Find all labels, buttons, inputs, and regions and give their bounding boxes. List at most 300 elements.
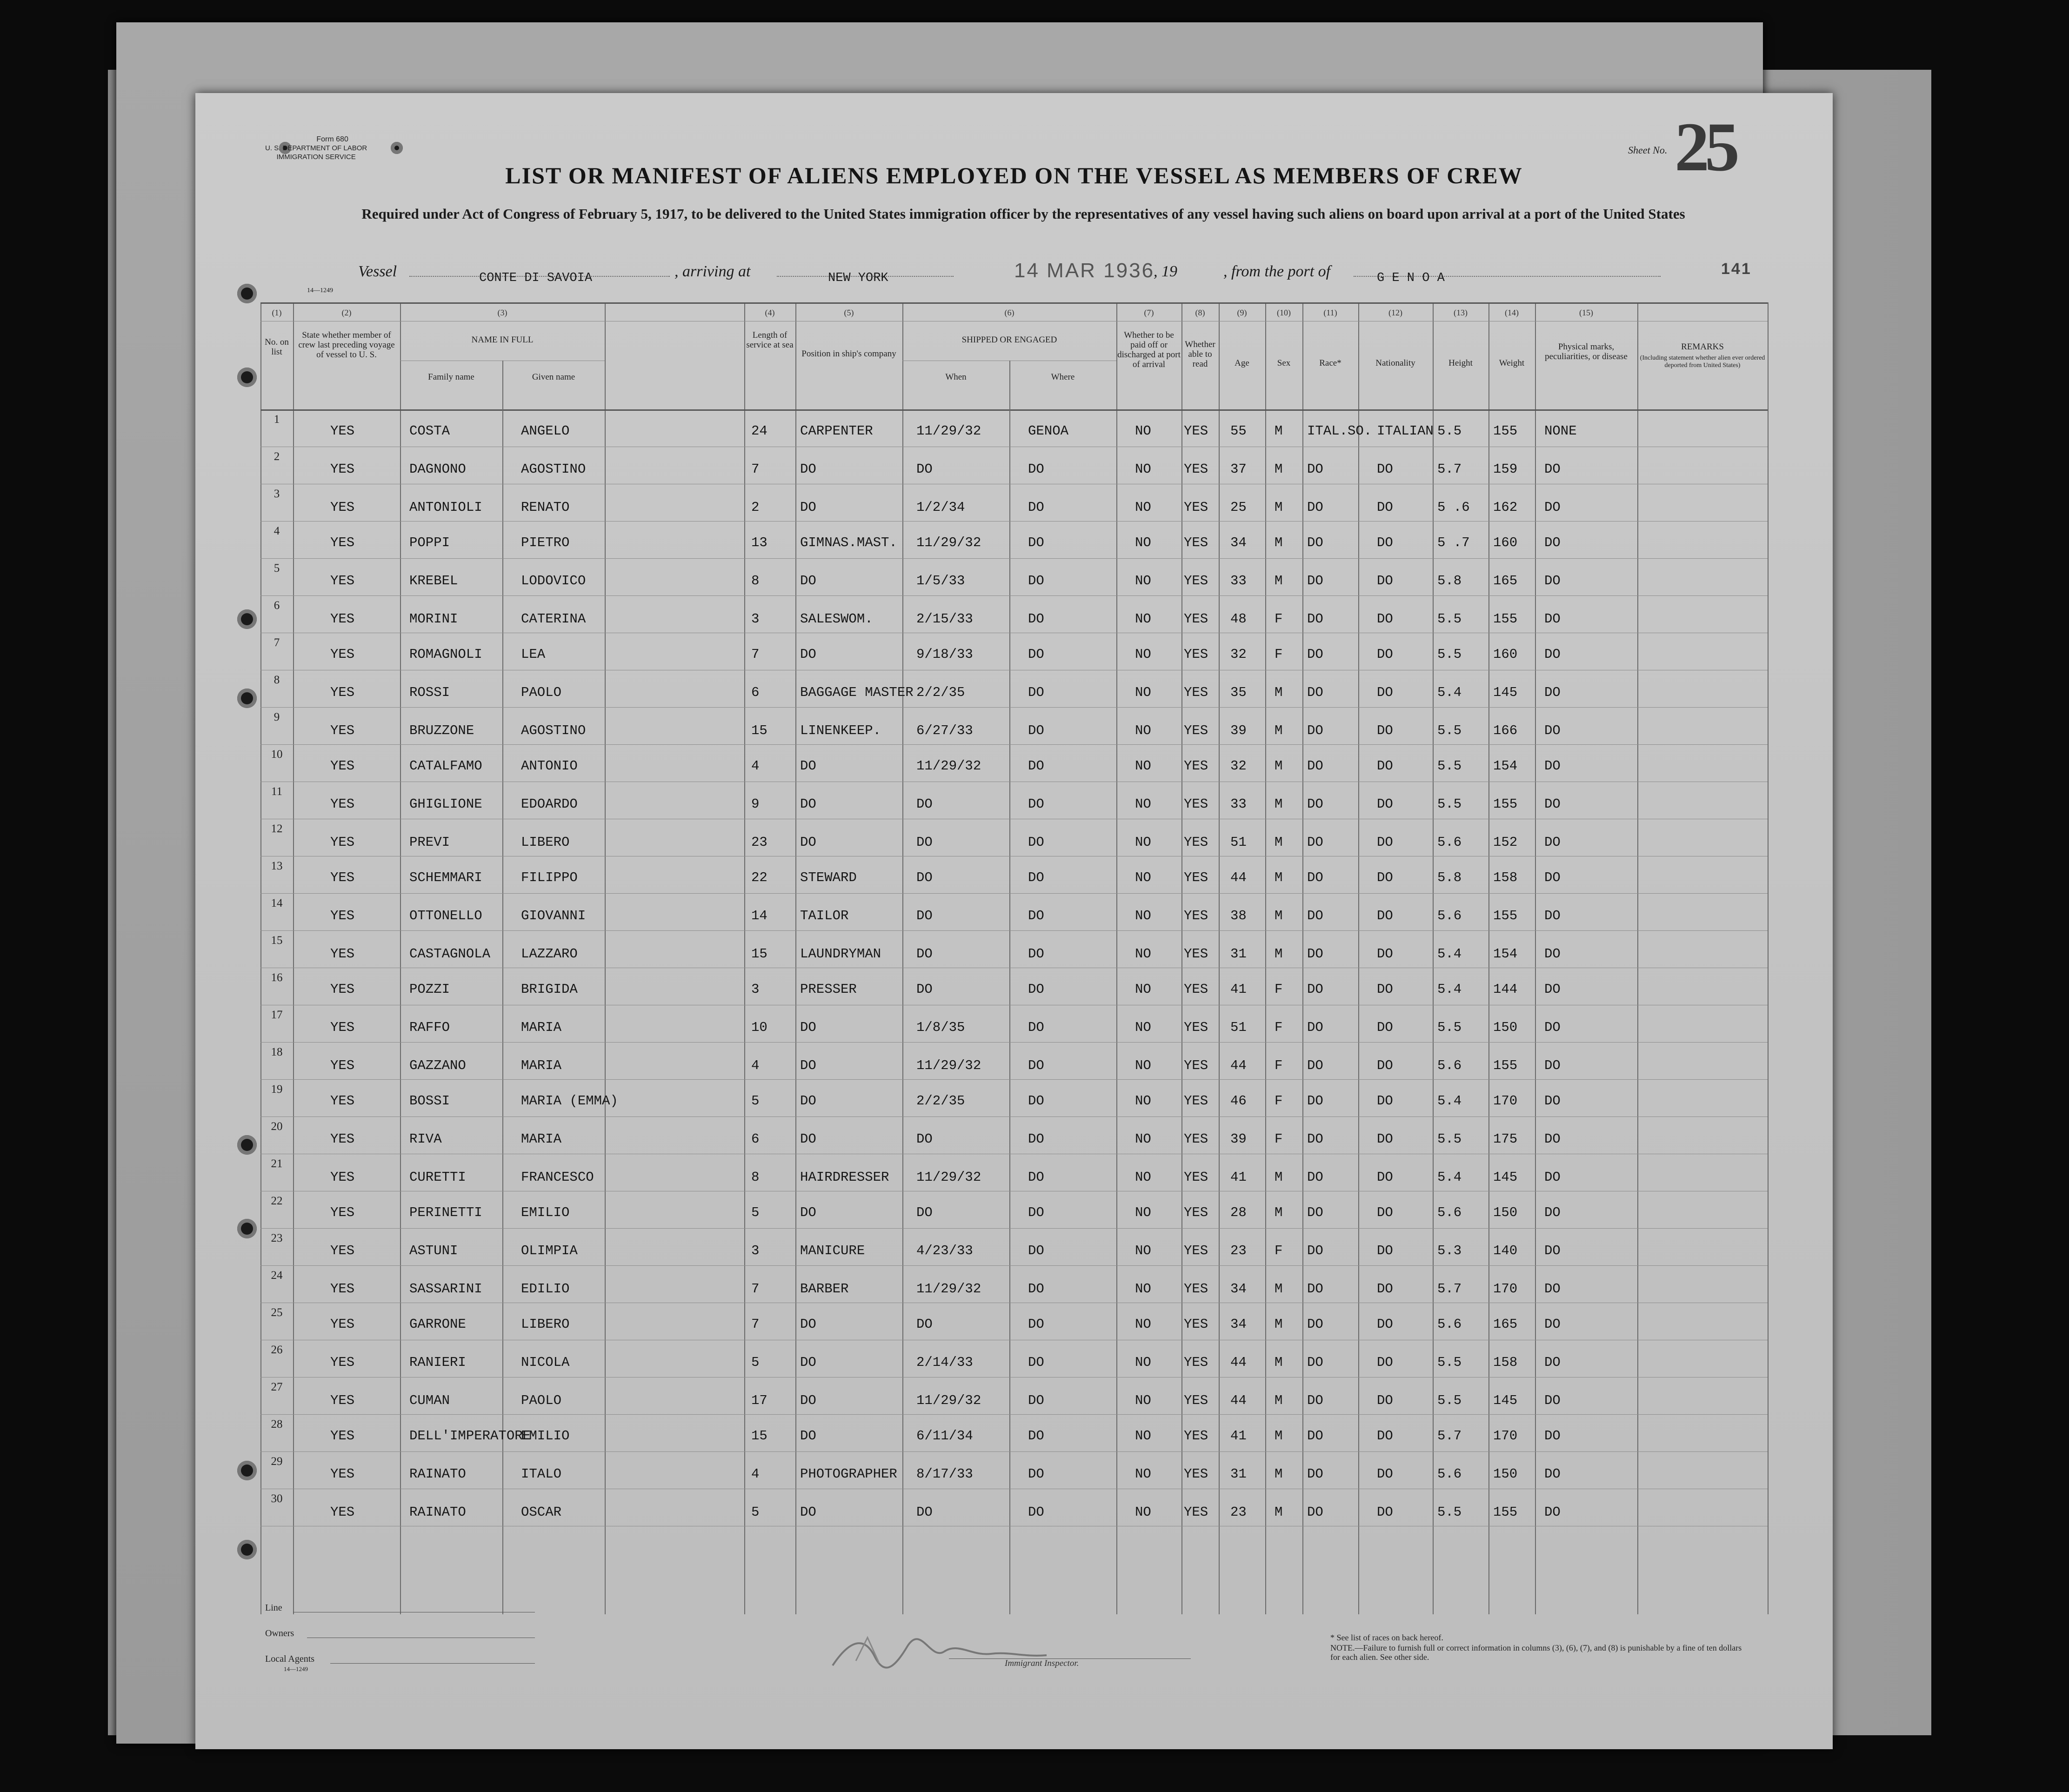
shipped-when: 2/15/33 [916,611,973,627]
shipped-where: DO [1028,1281,1044,1297]
row-number: 22 [271,1195,283,1207]
race: DO [1307,796,1323,812]
shipped-when: DO [916,908,933,923]
crew-member-status: YES [330,908,355,923]
paid-off: NO [1135,1355,1151,1370]
age: 39 [1230,1131,1247,1147]
department-name: U. S. DEPARTMENT OF LABOR [265,144,367,152]
physical-marks: DO [1544,500,1561,515]
given-name: LIBERO [521,1317,570,1332]
weight: 150 [1493,1020,1518,1035]
physical-marks: DO [1544,723,1561,738]
crew-member-status: YES [330,1317,355,1332]
shipped-where: DO [1028,1355,1044,1370]
row-number: 25 [271,1306,283,1319]
able-to-read: YES [1184,1428,1208,1444]
sex: M [1275,835,1283,850]
sex: M [1275,461,1283,477]
able-to-read: YES [1184,1504,1208,1520]
sex: F [1275,611,1283,627]
able-to-read: YES [1184,723,1208,738]
nationality: DO [1377,1205,1393,1220]
height: 5.6 [1437,1058,1462,1073]
nationality: DO [1377,946,1393,962]
weight: 152 [1493,835,1518,850]
able-to-read: YES [1184,611,1208,627]
age: 32 [1230,758,1247,774]
physical-marks: DO [1544,870,1561,885]
weight: 150 [1493,1205,1518,1220]
column-number: (3) [497,308,507,317]
column-header-family: Family name [428,372,474,382]
position: BARBER [800,1281,849,1297]
length-of-service: 22 [751,870,768,885]
table-row [260,1340,1768,1377]
height: 5 .7 [1437,535,1470,550]
nationality: DO [1377,1355,1393,1370]
weight: 158 [1493,870,1518,885]
age: 33 [1230,796,1247,812]
column-header-height: Height [1448,358,1473,368]
position: BAGGAGE MASTER [800,685,914,700]
sex: M [1275,1317,1283,1332]
shipped-where: DO [1028,573,1044,588]
age: 34 [1230,1317,1247,1332]
shipped-where: DO [1028,685,1044,700]
page-title: LIST OR MANIFEST OF ALIENS EMPLOYED ON THE VESSEL AS MEMBERS OF CREW [505,162,1523,188]
shipped-when: DO [916,461,933,477]
given-name: CATERINA [521,611,586,627]
line-label: Line [265,1603,282,1613]
column-number: (5) [844,308,854,317]
position: DO [800,1317,816,1332]
height: 5.5 [1437,611,1462,627]
column-number: (15) [1579,308,1593,317]
year-label: , 19 [1154,263,1177,280]
family-name: GHIGLIONE [409,796,482,812]
shipped-where: DO [1028,1020,1044,1035]
row-number: 1 [274,413,280,426]
given-name: BRIGIDA [521,982,578,997]
races-note: * See list of races on back hereof. [1330,1633,1443,1642]
family-name: SASSARINI [409,1281,482,1297]
shipped-when: DO [916,946,933,962]
physical-marks: DO [1544,835,1561,850]
shipped-where: DO [1028,723,1044,738]
row-number: 11 [271,785,283,798]
shipped-when: DO [916,870,933,885]
table-row [260,558,1768,595]
crew-member-status: YES [330,461,355,477]
height: 5.4 [1437,946,1462,962]
column-header-age: Age [1235,358,1249,368]
weight: 155 [1493,1058,1518,1073]
race: DO [1307,1466,1323,1482]
weight: 158 [1493,1355,1518,1370]
crew-member-status: YES [330,723,355,738]
physical-marks: DO [1544,1393,1561,1408]
form-number: Form 680 [316,135,348,143]
nationality: DO [1377,647,1393,662]
paid-off: NO [1135,835,1151,850]
column-number: (12) [1388,308,1402,317]
column-number: (9) [1237,308,1247,317]
nationality: DO [1377,870,1393,885]
paid-off: NO [1135,461,1151,477]
column-number: (7) [1144,308,1154,317]
binder-hole [237,689,257,708]
physical-marks: DO [1544,685,1561,700]
length-of-service: 13 [751,535,768,550]
column-number: (1) [272,308,282,317]
position: PHOTOGRAPHER [800,1466,897,1482]
crew-member-status: YES [330,535,355,550]
given-name: MARIA [521,1058,562,1073]
column-header-where: Where [1051,372,1075,382]
paid-off: NO [1135,1093,1151,1109]
able-to-read: YES [1184,461,1208,477]
able-to-read: YES [1184,1281,1208,1297]
given-name: LODOVICO [521,573,586,588]
able-to-read: YES [1184,1243,1208,1258]
row-number: 3 [274,488,280,500]
physical-marks: DO [1544,908,1561,923]
sex: M [1275,573,1283,588]
shipped-when: 1/5/33 [916,573,965,588]
shipped-when: DO [916,1317,933,1332]
race: DO [1307,835,1323,850]
given-name: MARIA [521,1131,562,1147]
shipped-when: 1/8/35 [916,1020,965,1035]
height: 5.8 [1437,870,1462,885]
length-of-service: 9 [751,796,760,812]
sex: M [1275,1281,1283,1297]
race: DO [1307,500,1323,515]
age: 39 [1230,723,1247,738]
able-to-read: YES [1184,685,1208,700]
length-of-service: 8 [751,573,760,588]
vessel-line [195,259,1833,294]
shipped-where: DO [1028,835,1044,850]
family-name: CUMAN [409,1393,450,1408]
length-of-service: 5 [751,1093,760,1109]
physical-marks: DO [1544,1428,1561,1444]
race: DO [1307,982,1323,997]
height: 5.5 [1437,723,1462,738]
crew-member-status: YES [330,1355,355,1370]
race: DO [1307,1504,1323,1520]
able-to-read: YES [1184,647,1208,662]
age: 41 [1230,1428,1247,1444]
crew-member-status: YES [330,1504,355,1520]
print-code: 14—1249 [307,287,333,294]
column-number: (2) [341,308,352,317]
length-of-service: 6 [751,685,760,700]
weight: 155 [1493,796,1518,812]
age: 51 [1230,835,1247,850]
race: DO [1307,611,1323,627]
crew-member-status: YES [330,1205,355,1220]
race: DO [1307,758,1323,774]
crew-member-status: YES [330,1058,355,1073]
vessel-label: Vessel [358,263,397,280]
weight: 140 [1493,1243,1518,1258]
family-name: RAINATO [409,1504,466,1520]
inspector-signature [823,1628,1056,1679]
table-row [260,447,1768,484]
shipped-where: DO [1028,1170,1044,1185]
length-of-service: 23 [751,835,768,850]
nationality: DO [1377,1243,1393,1258]
table-row [260,819,1768,856]
column-header-read: Whether able to read [1185,340,1215,369]
table-row [260,1191,1768,1228]
table-row [260,782,1768,819]
able-to-read: YES [1184,1093,1208,1109]
physical-marks: NONE [1544,423,1577,439]
table-row [260,968,1768,1005]
family-name: ANTONIOLI [409,500,482,515]
shipped-when: DO [916,1131,933,1147]
table-row [260,856,1768,893]
paid-off: NO [1135,1205,1151,1220]
binder-hole [391,142,403,154]
given-name: AGOSTINO [521,461,586,477]
race: DO [1307,1020,1323,1035]
manifest-page [195,93,1833,1749]
length-of-service: 4 [751,1058,760,1073]
able-to-read: YES [1184,982,1208,997]
height: 5.6 [1437,835,1462,850]
height: 5.5 [1437,1131,1462,1147]
position: DO [800,1093,816,1109]
sex: M [1275,1170,1283,1185]
shipped-where: DO [1028,796,1044,812]
able-to-read: YES [1184,535,1208,550]
position: DO [800,573,816,588]
shipped-where: DO [1028,1205,1044,1220]
crew-member-status: YES [330,1170,355,1185]
shipped-when: DO [916,796,933,812]
paid-off: NO [1135,1428,1151,1444]
height: 5.5 [1437,647,1462,662]
given-name: NICOLA [521,1355,570,1370]
height: 5.6 [1437,1317,1462,1332]
weight: 166 [1493,723,1518,738]
able-to-read: YES [1184,1020,1208,1035]
column-header-race: Race* [1319,358,1342,368]
paid-off: NO [1135,870,1151,885]
length-of-service: 7 [751,461,760,477]
binder-hole [237,368,257,387]
length-of-service: 7 [751,1317,760,1332]
sex: F [1275,1093,1283,1109]
nationality: ITALIAN [1377,423,1434,439]
position: DO [800,1393,816,1408]
shipped-when: 2/14/33 [916,1355,973,1370]
race: DO [1307,1058,1323,1073]
physical-marks: DO [1544,1058,1561,1073]
length-of-service: 24 [751,423,768,439]
table-row [260,1377,1768,1414]
height: 5.5 [1437,423,1462,439]
crew-member-status: YES [330,1281,355,1297]
position: DO [800,835,816,850]
row-number: 7 [274,636,280,649]
table-row [260,930,1768,968]
race: DO [1307,946,1323,962]
sex: M [1275,908,1283,923]
nationality: DO [1377,758,1393,774]
able-to-read: YES [1184,1205,1208,1220]
paid-off: NO [1135,535,1151,550]
shipped-when: 11/29/32 [916,1058,981,1073]
nationality: DO [1377,685,1393,700]
weight: 165 [1493,1317,1518,1332]
paid-off: NO [1135,1393,1151,1408]
age: 55 [1230,423,1247,439]
column-number: (4) [765,308,775,317]
height: 5.5 [1437,796,1462,812]
column-number: (10) [1277,308,1291,317]
penalty-note: NOTE.—Failure to furnish full or correct information in columns (3), (6), (7), and (8) is punishable by a fine of ten dollars for each alien. See other side. [1330,1643,1742,1662]
physical-marks: DO [1544,982,1561,997]
column-header-paid_off: Whether to be paid off or discharged at port of arrival [1117,330,1181,369]
shipped-where: DO [1028,461,1044,477]
paid-off: NO [1135,1058,1151,1073]
height: 5 .6 [1437,500,1470,515]
height: 5.7 [1437,1428,1462,1444]
age: 23 [1230,1243,1247,1258]
sex: M [1275,423,1283,439]
crew-member-status: YES [330,685,355,700]
table-row [260,744,1768,782]
length-of-service: 3 [751,1243,760,1258]
race: DO [1307,1428,1323,1444]
position: DO [800,1058,816,1073]
weight: 145 [1493,1393,1518,1408]
row-number: 29 [271,1455,283,1468]
sex: M [1275,1466,1283,1482]
age: 46 [1230,1093,1247,1109]
paid-off: NO [1135,611,1151,627]
column-header-when: When [945,372,967,382]
table-row [260,1079,1768,1117]
sex: M [1275,1355,1283,1370]
column-header-given: Given name [532,372,575,382]
given-name: LEA [521,647,546,662]
race: DO [1307,1205,1323,1220]
column-header-shipped: SHIPPED OR ENGAGED [961,335,1057,345]
race: DO [1307,573,1323,588]
family-name: BOSSI [409,1093,450,1109]
race: DO [1307,1317,1323,1332]
position: DO [800,758,816,774]
sex: M [1275,500,1283,515]
physical-marks: DO [1544,611,1561,627]
row-number: 4 [274,525,280,537]
table-row [260,1265,1768,1303]
length-of-service: 7 [751,1281,760,1297]
date-stamp: 14 MAR 1936 [1014,259,1155,282]
table-row [260,1489,1768,1526]
table-row [260,1042,1768,1079]
shipped-when: DO [916,835,933,850]
length-of-service: 14 [751,908,768,923]
reference-number: 141 [1721,260,1752,278]
column-number: (11) [1323,308,1337,317]
given-name: PIETRO [521,535,570,550]
age: 48 [1230,611,1247,627]
service-name: IMMIGRATION SERVICE [276,153,356,161]
race: DO [1307,647,1323,662]
table-row [260,1451,1768,1489]
age: 41 [1230,1170,1247,1185]
physical-marks: DO [1544,1205,1561,1220]
age: 44 [1230,1058,1247,1073]
family-name: ASTUNI [409,1243,458,1258]
weight: 154 [1493,946,1518,962]
physical-marks: DO [1544,1355,1561,1370]
shipped-when: 11/29/32 [916,758,981,774]
age: 34 [1230,535,1247,550]
weight: 170 [1493,1428,1518,1444]
position: DO [800,1020,816,1035]
weight: 150 [1493,1466,1518,1482]
nationality: DO [1377,908,1393,923]
column-header-position: Position in ship's company [801,349,896,359]
crew-member-status: YES [330,573,355,588]
nationality: DO [1377,723,1393,738]
crew-member-status: YES [330,946,355,962]
crew-member-status: YES [330,423,355,439]
nationality: DO [1377,535,1393,550]
row-number: 16 [271,971,283,984]
table-row [260,893,1768,930]
sex: M [1275,723,1283,738]
nationality: DO [1377,1131,1393,1147]
shipped-where: DO [1028,758,1044,774]
able-to-read: YES [1184,423,1208,439]
sex: F [1275,1058,1283,1073]
sex: F [1275,1131,1283,1147]
able-to-read: YES [1184,870,1208,885]
race: ITAL.SO. [1307,423,1372,439]
given-name: ANTONIO [521,758,578,774]
position: DO [800,1131,816,1147]
physical-marks: DO [1544,461,1561,477]
paid-off: NO [1135,982,1151,997]
given-name: ITALO [521,1466,562,1482]
given-name: AGOSTINO [521,723,586,738]
row-number: 14 [271,897,283,909]
able-to-read: YES [1184,758,1208,774]
crew-member-status: YES [330,1243,355,1258]
shipped-when: 6/11/34 [916,1428,973,1444]
column-header-physical: Physical marks, peculiarities, or disease [1545,342,1628,361]
family-name: RAFFO [409,1020,450,1035]
row-number: 13 [271,860,283,872]
sex: M [1275,535,1283,550]
race: DO [1307,461,1323,477]
nationality: DO [1377,835,1393,850]
race: DO [1307,1131,1323,1147]
sex: M [1275,758,1283,774]
row-number: 28 [271,1418,283,1431]
position: LINENKEEP. [800,723,881,738]
nationality: DO [1377,1170,1393,1185]
paid-off: NO [1135,423,1151,439]
